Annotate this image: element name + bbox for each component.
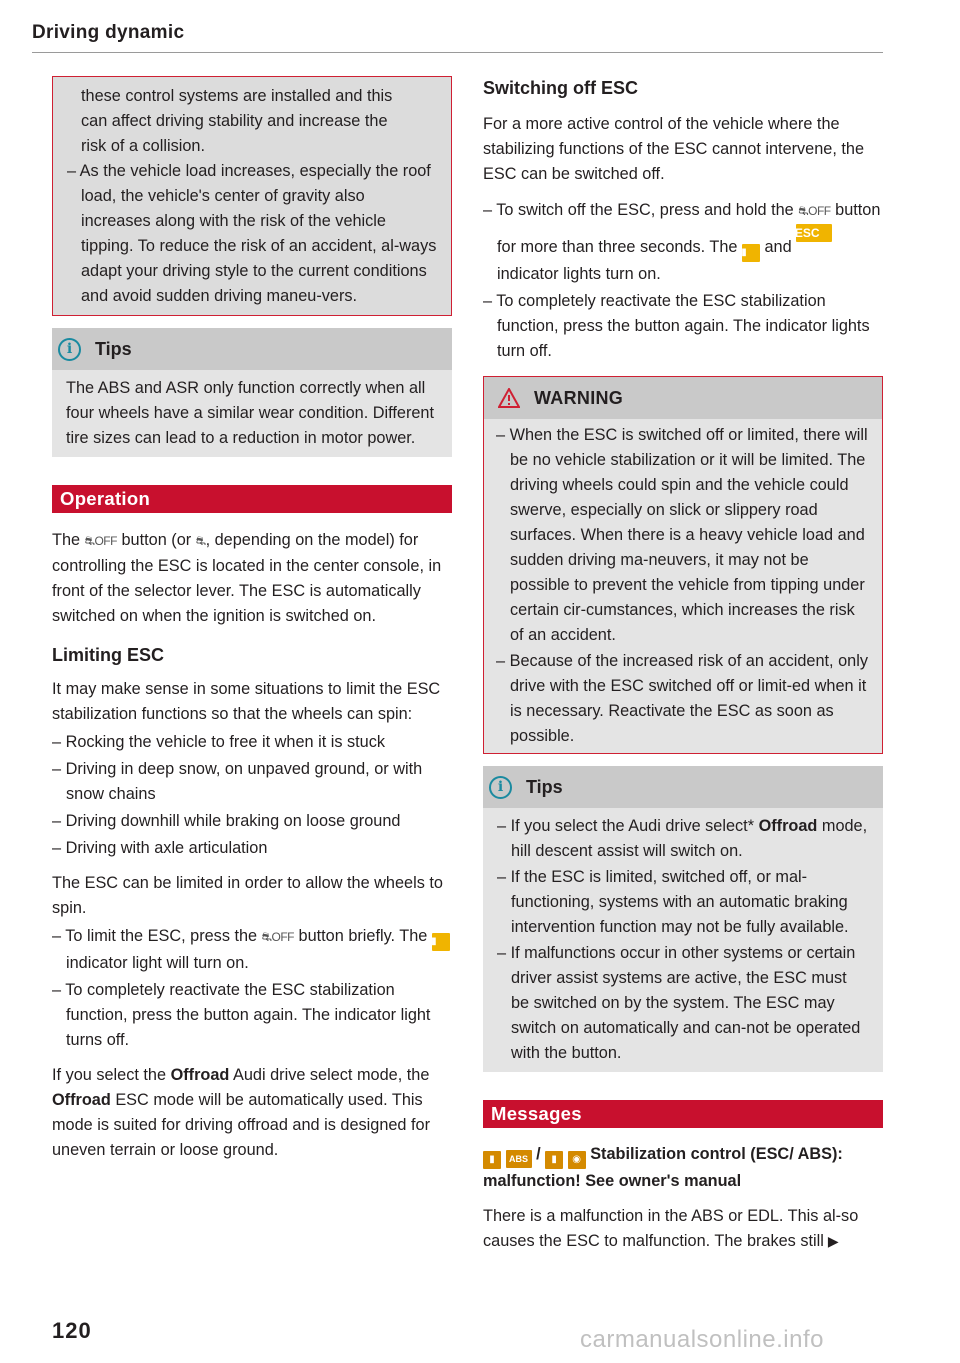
limiting-paragraph-2: The ESC can be limited in order to allow the wheels to spin. <box>52 874 443 917</box>
section-messages: Messages <box>483 1100 883 1128</box>
warning-cont-line-1: these control systems are installed and this <box>81 87 393 105</box>
limiting-item-1: – Rocking the vehicle to free it when it is stuck <box>52 733 386 751</box>
tips-item-1: – If you select the Audi drive select* Offroad mode, hill descent assist will switch on. <box>497 817 868 860</box>
watermark: carmanualsonline.info <box>580 1326 824 1353</box>
switching-step-1: – To switch off the ESC, press and hold the ⛐OFF button for more than three seconds. The ▮ and ESC OFF indicator lights turn on. <box>483 201 881 283</box>
limiting-item-3: – Driving downhill while braking on loose ground <box>52 812 401 830</box>
esc-malfunction-icon: ▮ <box>545 1151 563 1169</box>
tips-text-left: The ABS and ASR only function correctly when all four wheels have a similar wear condition. Different tire sizes can lead to a reduction in motor power. <box>66 379 435 447</box>
esc-button-icon: ⛐ <box>195 534 206 548</box>
info-icon: i <box>489 776 512 799</box>
section-operation: Operation <box>52 485 452 513</box>
limiting-item-2: – Driving in deep snow, on unpaved ground, or with snow chains <box>52 760 423 803</box>
continue-arrow-icon: ▶ <box>827 1233 839 1249</box>
warning-body <box>484 419 882 753</box>
warning-cont-line-3: risk of a collision. <box>81 137 205 155</box>
limiting-item-4: – Driving with axle articulation <box>52 839 268 857</box>
brake-indicator-icon: ◉ <box>568 1151 586 1169</box>
offroad-paragraph: If you select the Offroad Audi drive select mode, the Offroad ESC mode will be automatically used. This mode is suited for driving offroad and is designed for uneven terrain or loose ground. <box>52 1066 431 1159</box>
messages-heading <box>483 1142 883 1194</box>
tips-item-2: – If the ESC is limited, switched off, or mal-functioning, systems with an automatic braking intervention function may not be fully available. <box>497 868 849 936</box>
warning-triangle-icon <box>498 388 520 408</box>
esc-off-button-icon: ⛐OFF <box>84 534 117 548</box>
heading-switching-off-esc: Switching off ESC <box>483 78 638 98</box>
warning-box <box>483 376 883 754</box>
warning-item-1: – When the ESC is switched off or limited, there will be no vehicle stabilization or it will be limited. The driving wheels could spin and the vehicle could swerve, especially on slick or slippery road surfaces. When there is a heavy vehicle load and sudden driving ma-neuvers, it may not be possible to prevent the vehicle from tipping under certain cir-cumstances, which increases the risk of an accident. <box>496 426 868 644</box>
heading-limiting-esc: Limiting ESC <box>52 645 164 665</box>
warning-continuation-box <box>52 76 452 316</box>
tips-title-right: Tips <box>526 776 563 797</box>
messages-heading-text: Stabilization control (ESC/ ABS): malfunction! See owner's manual <box>483 1145 843 1190</box>
esc-indicator-icon: ▮ <box>432 933 450 951</box>
tips-body-left <box>52 370 452 457</box>
switching-intro: For a more active control of the vehicle where the stabilizing functions of the ESC cannot intervene, the ESC can be switched off. <box>483 115 865 183</box>
limiting-intro: It may make sense in some situations to limit the ESC stabilization functions so that the wheels can spin: <box>52 680 441 723</box>
header-title: Driving dynamic <box>32 22 185 43</box>
tips-body-right <box>483 808 883 1072</box>
switching-step-2: – To completely reactivate the ESC stabilization function, press the button again. The indicator lights turn off. <box>483 292 870 360</box>
esc-off-indicator-icon: ESC OFF <box>796 224 832 242</box>
info-icon: i <box>58 338 81 361</box>
esc-indicator-icon: ▮ <box>742 244 760 262</box>
messages-body: There is a malfunction in the ABS or EDL. This al-so causes the ESC to malfunction. The brakes still ▶ <box>483 1204 883 1254</box>
limiting-step-2: – To completely reactivate the ESC stabilization function, press the button again. The indicator light turns off. <box>52 981 431 1049</box>
esc-malfunction-icon: ▮ <box>483 1151 501 1169</box>
limiting-step-1: – To limit the ESC, press the ⛐OFF button briefly. The ▮ indicator light will turn on. <box>52 924 452 976</box>
running-header <box>32 22 882 44</box>
esc-off-button-icon: ⛐OFF <box>798 204 831 218</box>
tips-header-left <box>52 328 452 370</box>
header-rule <box>32 52 883 53</box>
warning-title: WARNING <box>534 387 624 408</box>
warning-cont-item-2: – As the vehicle load increases, especially the roof load, the vehicle's center of gravity also increases along with the risk of the vehicle tipping. To reduce the risk of an accident, al-ways adapt your driving style to the current conditions and avoid sudden driving maneu-vers. <box>67 162 437 305</box>
esc-off-button-icon: ⛐OFF <box>261 930 294 944</box>
operation-paragraph: The ⛐OFF button (or ⛐, depending on the model) for controlling the ESC is located in the center console, in front of the selector lever. The ESC is automatically switched on when the ignition is switched on. <box>52 531 442 625</box>
abs-indicator-icon: ABS <box>506 1150 532 1168</box>
right-column <box>483 72 883 1254</box>
warning-header <box>484 377 882 419</box>
page-number: 120 <box>52 1318 92 1343</box>
warning-cont-line-2: can affect driving stability and increase the <box>81 112 388 130</box>
warning-item-2: – Because of the increased risk of an accident, only drive with the ESC switched off or limit-ed when it is necessary. Reactivate the ESC as soon as possible. <box>496 652 868 745</box>
tips-item-3: – If malfunctions occur in other systems or certain driver assist systems are active, the ESC must be switched on by the system. The ESC may switch on automatically and can-not be operated with the button. <box>497 944 861 1062</box>
left-column <box>52 72 452 1163</box>
tips-header-right <box>483 766 883 808</box>
tips-title-left: Tips <box>95 338 132 359</box>
messages-separator: / <box>536 1145 541 1163</box>
